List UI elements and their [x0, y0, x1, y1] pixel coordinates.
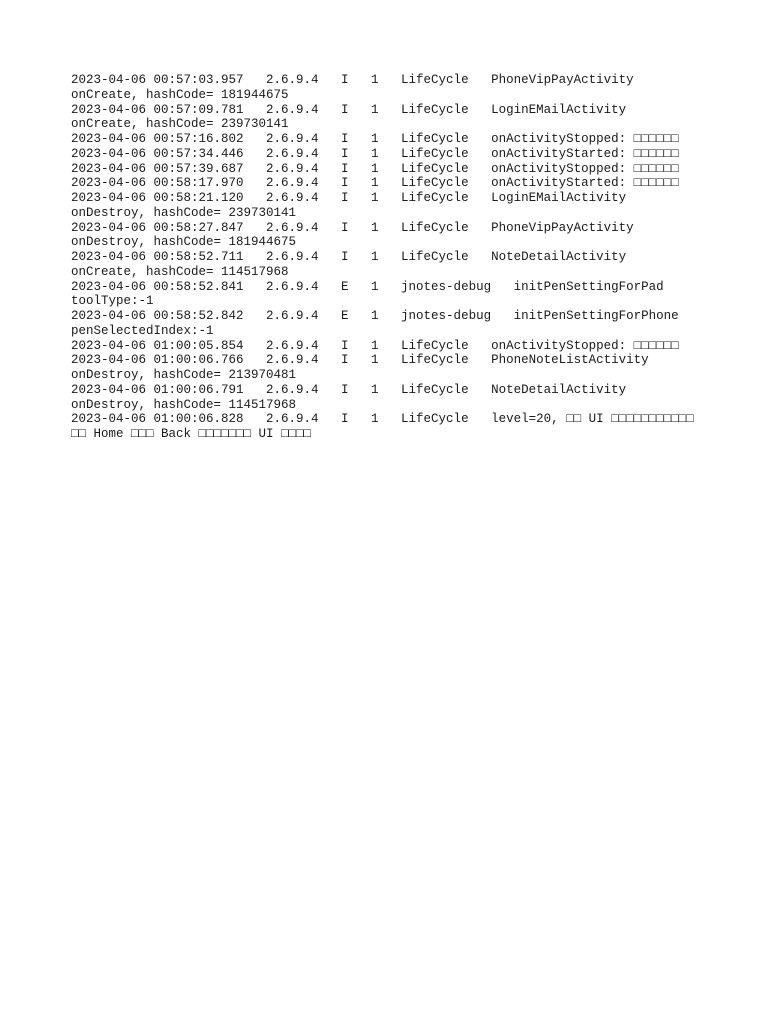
log-line: 2023-04-06 01:00:06.828 2.6.9.4 I 1 LifeCycle level=20, □□ UI □□□□□□□□□□□	[71, 412, 694, 427]
log-line: penSelectedIndex:-1	[71, 323, 214, 338]
log-line: toolType:-1	[71, 294, 154, 309]
log-line: 2023-04-06 00:57:03.957 2.6.9.4 I 1 LifeCycle PhoneVipPayActivity	[71, 73, 634, 87]
log-line: 2023-04-06 00:58:52.711 2.6.9.4 I 1 LifeCycle NoteDetailActivity	[71, 250, 627, 264]
log-line: onDestroy, hashCode= 239730141	[71, 205, 297, 220]
log-line: 2023-04-06 00:58:21.120 2.6.9.4 I 1 LifeCycle LoginEMailActivity	[71, 191, 627, 205]
log-line: onCreate, hashCode= 239730141	[71, 117, 289, 132]
log-line: 2023-04-06 00:58:27.847 2.6.9.4 I 1 LifeCycle PhoneVipPayActivity	[71, 220, 634, 235]
log-line: 2023-04-06 01:00:05.854 2.6.9.4 I 1 LifeCycle onActivityStopped: □□□□□□	[71, 338, 679, 353]
log-line: 2023-04-06 00:57:09.781 2.6.9.4 I 1 LifeCycle LoginEMailActivity	[71, 102, 627, 117]
log-line: 2023-04-06 00:58:52.841 2.6.9.4 E 1 jnotes-debug initPenSettingForPad	[71, 279, 664, 294]
log-line: 2023-04-06 00:58:52.842 2.6.9.4 E 1 jnotes-debug initPenSettingForPhone	[71, 309, 679, 323]
log-line: 2023-04-06 00:57:39.687 2.6.9.4 I 1 LifeCycle onActivityStopped: □□□□□□	[71, 161, 679, 176]
log-line: onCreate, hashCode= 181944675	[71, 87, 289, 102]
log-line: 2023-04-06 00:57:34.446 2.6.9.4 I 1 LifeCycle onActivityStarted: □□□□□□	[71, 146, 679, 161]
log-line: onCreate, hashCode= 114517968	[71, 264, 289, 279]
log-line: □□ Home □□□ Back □□□□□□□ UI □□□□	[71, 427, 312, 441]
log-line: onDestroy, hashCode= 114517968	[71, 397, 297, 412]
log-line: 2023-04-06 01:00:06.766 2.6.9.4 I 1 LifeCycle PhoneNoteListActivity	[71, 353, 649, 368]
log-line: onDestroy, hashCode= 213970481	[71, 368, 297, 382]
log-line: 2023-04-06 00:57:16.802 2.6.9.4 I 1 LifeCycle onActivityStopped: □□□□□□	[71, 132, 679, 146]
log-text-block	[71, 73, 731, 442]
log-line: 2023-04-06 01:00:06.791 2.6.9.4 I 1 LifeCycle NoteDetailActivity	[71, 382, 627, 397]
log-line: onDestroy, hashCode= 181944675	[71, 235, 297, 250]
log-line: 2023-04-06 00:58:17.970 2.6.9.4 I 1 LifeCycle onActivityStarted: □□□□□□	[71, 176, 679, 191]
